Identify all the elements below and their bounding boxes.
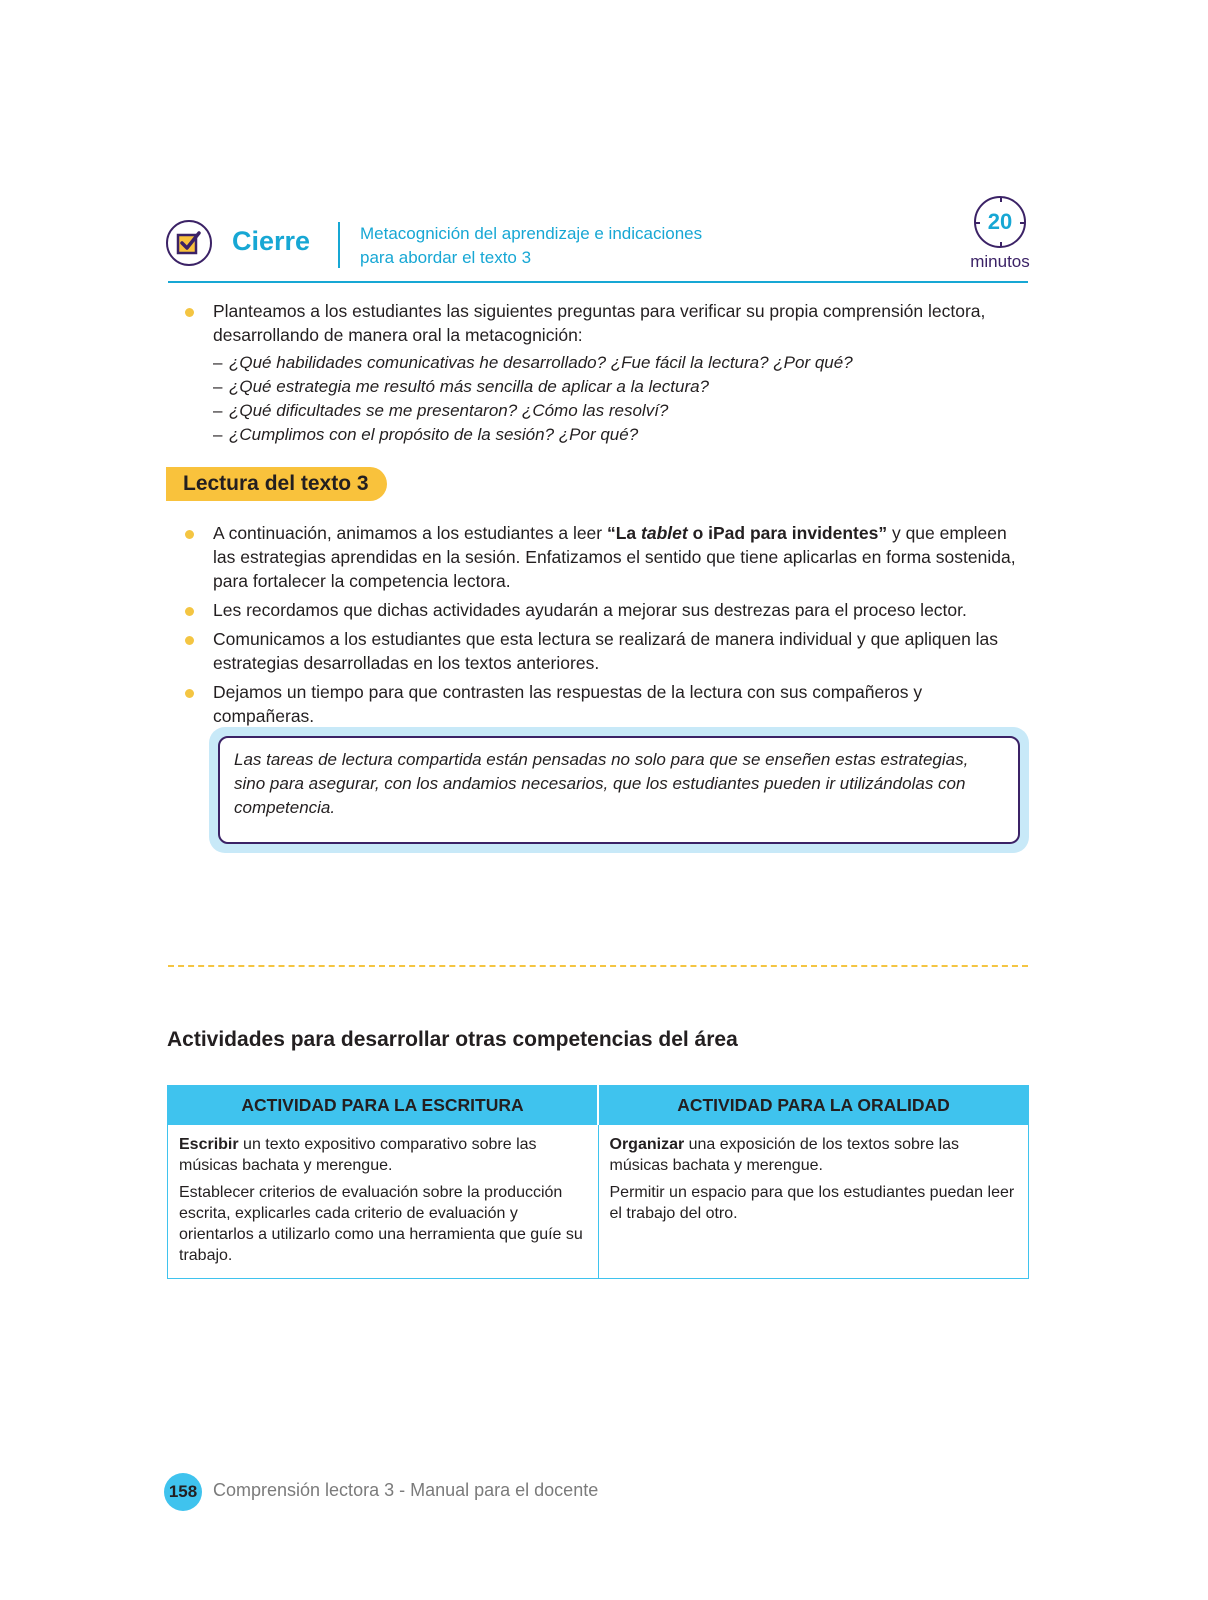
list-item (168, 299, 1028, 447)
question-list (213, 351, 1028, 447)
escritura-paragraph-1 (179, 1134, 588, 1176)
activities-title: Actividades para desarrollar otras competencias del área (167, 1028, 738, 1051)
question-text: ¿Cumplimos con el propósito de la sesión? ¿Por qué? (229, 425, 639, 444)
dash-icon: – (213, 401, 223, 420)
oralidad-verb: Organizar (609, 1136, 685, 1153)
column-header-escritura: ACTIVIDAD PARA LA ESCRITURA (168, 1086, 599, 1125)
lectura-tag: Lectura del texto 3 (166, 467, 387, 501)
bullet-text: Dejamos un tiempo para que contrasten las respuestas de la lectura con sus compañeros y compañeras. (213, 682, 923, 726)
section-subtitle (360, 222, 702, 270)
header-divider (338, 222, 340, 268)
dashed-divider (168, 965, 1028, 967)
column-header-oralidad: ACTIVIDAD PARA LA ORALIDAD (598, 1086, 1029, 1125)
escritura-cell (168, 1125, 599, 1279)
oralidad-paragraph-1 (610, 1134, 1019, 1176)
subtitle-line-1: Metacognición del aprendizaje e indicaciones (360, 224, 703, 243)
lectura-section (168, 521, 1028, 733)
list-item (168, 680, 1028, 728)
bullet-text: Les recordamos que dichas actividades ayudarán a mejorar sus destrezas para el proceso lector. (213, 600, 967, 620)
escritura-paragraph-2: Establecer criterios de evaluación sobre la producción escrita, explicarles cada criterio de evaluación y orientarlos a utilizarlo como una herramienta que guíe su trabajo. (179, 1184, 583, 1264)
list-item (168, 521, 1028, 593)
escritura-verb: Escribir (179, 1136, 239, 1153)
dash-icon: – (213, 377, 223, 396)
table-header-row (168, 1086, 1029, 1125)
bullet-icon (185, 530, 194, 539)
list-item (168, 598, 1028, 622)
note-box: Las tareas de lectura compartida están pensadas no solo para que se enseñen estas estrategias, sino para asegurar, con los andamios necesarios, que los estudiantes pueden ir utilizándolas con competencia. (218, 736, 1020, 844)
checkbox-icon (166, 220, 212, 266)
oralidad-text: una exposición de los textos sobre las músicas bachata y merengue. (609, 1136, 960, 1174)
timer-tick (975, 222, 980, 224)
timer-tick (1000, 197, 1002, 202)
cierre-bullet-text: Planteamos a los estudiantes las siguientes preguntas para verificar su propia comprensión lectora, desarrollando de manera oral la metacognición: (213, 301, 986, 345)
oralidad-paragraph-2: Permitir un espacio para que los estudiantes puedan leer el trabajo del otro. (609, 1184, 1015, 1222)
timer-tick (1000, 242, 1002, 247)
page-number: 158 (164, 1473, 202, 1511)
bullet-text-post: y que empleen las estrategias aprendidas en la sesión. Enfatizamos el sentido que tiene aplicarlas en forma sostenida, para fortalecer la competencia lectora. (213, 523, 1016, 591)
timer-tick (1020, 222, 1025, 224)
bullet-icon (185, 689, 194, 698)
bullet-icon (185, 607, 194, 616)
timer-unit: minutos (970, 252, 1030, 271)
activities-table (167, 1085, 1029, 1279)
cierre-section (168, 299, 1028, 452)
reading-title-open: “La (606, 523, 642, 543)
question-item (213, 399, 1028, 423)
reading-title-italic: tablet (641, 523, 688, 543)
timer-badge (974, 196, 1026, 248)
dash-icon: – (213, 353, 223, 372)
question-text: ¿Qué dificultades se me presentaron? ¿Cómo las resolví? (229, 401, 669, 420)
bullet-text-pre: A continuación, animamos a los estudiantes a leer (213, 523, 607, 543)
reading-title-close: o iPad para invidentes” (687, 523, 888, 543)
question-item (213, 423, 1028, 447)
timer-value: 20 (987, 209, 1013, 234)
question-item (213, 375, 1028, 399)
reading-title (607, 523, 887, 543)
list-item (168, 627, 1028, 675)
lectura-bullet-list (168, 521, 1028, 728)
escritura-text: un texto expositivo comparativo sobre las músicas bachata y merengue. (179, 1136, 537, 1174)
footer-title: Comprensión lectora 3 - Manual para el docente (213, 1480, 599, 1500)
oralidad-cell (598, 1125, 1029, 1279)
bullet-icon (185, 636, 194, 645)
subtitle-line-2: para abordar el texto 3 (360, 248, 532, 267)
table-row (168, 1125, 1029, 1279)
question-text: ¿Qué habilidades comunicativas he desarrollado? ¿Fue fácil la lectura? ¿Por qué? (229, 353, 853, 372)
question-item (213, 351, 1028, 375)
dash-icon: – (213, 425, 223, 444)
cierre-bullet-list (168, 299, 1028, 447)
header-rule (168, 281, 1028, 283)
section-title: Cierre (232, 226, 311, 256)
bullet-icon (185, 308, 194, 317)
bullet-text: Comunicamos a los estudiantes que esta lectura se realizará de manera individual y que apliquen las estrategias desarrolladas en los textos anteriores. (213, 629, 999, 673)
question-text: ¿Qué estrategia me resultó más sencilla de aplicar a la lectura? (229, 377, 710, 396)
